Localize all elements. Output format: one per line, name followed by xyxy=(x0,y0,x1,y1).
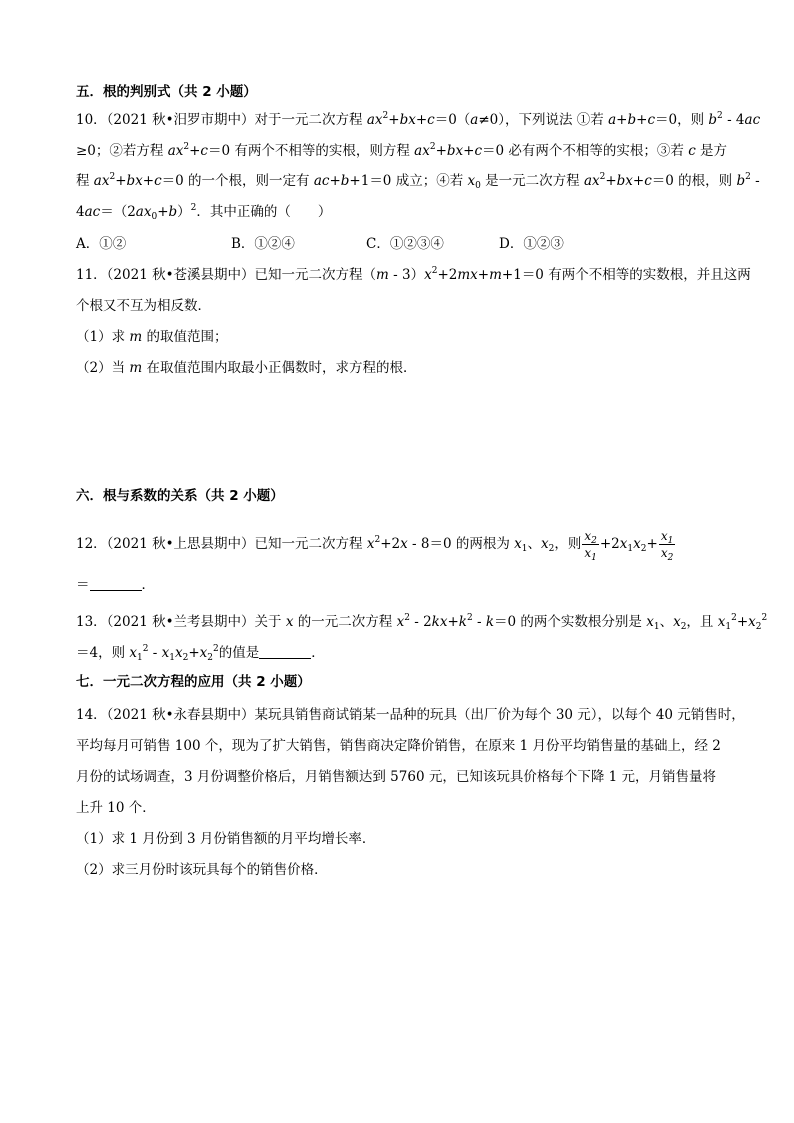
question-14-part-2: （2）求三月份时该玩具每个的销售价格． xyxy=(76,862,328,878)
question-14-line-4: 上升 10 个． xyxy=(76,800,156,816)
option-b[interactable]: B．①②④ xyxy=(231,236,295,252)
section-heading-6: 六．根与系数的关系（共 2 小题） xyxy=(76,488,284,504)
question-10-options xyxy=(76,234,722,254)
question-10-line-1: 10．（2021 秋•汨罗市期中）对于一元二次方程 $ax^2+bx+c=0(a\ne 0)$，下列说法 ①若 a+b+c＝0，则 $b^2 - 4ac$ xyxy=(76,111,761,128)
answer-blank-13[interactable] xyxy=(259,644,311,659)
question-10-line-2: ≥0；②若方程 $ax^2+c=0$ 有两个不相等的实根，则方程 $ax^2+bx+c=0$ 必有两个不相等的实根；③若 c 是方 xyxy=(76,142,728,159)
question-11-line-2: 个根又不互为相反数． xyxy=(76,298,211,314)
question-12-line-2: ＝ ． xyxy=(76,577,155,593)
question-11-part-2: （2）当 m 在取值范围内取最小正偶数时，求方程的根． xyxy=(76,360,417,376)
fraction-x2-over-x1: $\frac{x_2}{x_1}$ xyxy=(584,529,597,563)
question-10-line-4: $4ac=(2ax_0+b)^2$．其中正确的（ ） xyxy=(76,203,332,222)
question-11-part-1: （1）求 m 的取值范围； xyxy=(76,329,228,345)
question-14-part-1: （1）求 1 月份到 3 月份销售额的月平均增长率． xyxy=(76,831,376,847)
question-14-line-3: 月份的试场调查，3 月份调整价格后，月销售额达到 5760 元，已知该玩具价格每个下降 1 元，月销售量将 xyxy=(76,769,716,785)
section-heading-5: 五．根的判别式（共 2 小题） xyxy=(76,84,257,100)
question-12-line-1: 12．（2021 秋•上思县期中）已知一元二次方程 $x^2+2x - 8=0$ 的两根为 $x_1$、$x_2$，则 $\frac{x_2}{x_1}$ $+2x_1x_2+$ $\frac{x_1}{x_2}$ xyxy=(76,529,674,563)
option-c[interactable]: C．①②③④ xyxy=(366,236,444,252)
question-14-line-1: 14．（2021 秋•永春县期中）某玩具销售商试销某一品种的玩具（出厂价为每个 30 元），以每个 40 元销售时， xyxy=(76,707,745,723)
question-13-line-1: 13．（2021 秋•兰考县期中）关于 x 的一元二次方程 $x^2 - 2kx+k^2 - k=0$ 的两个实数根分别是 $x_1$、$x_2$，且 $x_1^2+x_2^2$ xyxy=(76,613,768,632)
option-a[interactable]: A．①② xyxy=(76,236,127,252)
answer-blank-12[interactable] xyxy=(90,576,142,591)
fraction-x1-over-x2: $\frac{x_1}{x_2}$ xyxy=(660,529,674,563)
question-13-line-2: ＝4，则 $x_1^2 - x_1x_2+x_2^2$的值是 ． xyxy=(76,644,325,663)
question-10-line-3: 程 $ax^2+bx+c=0$ 的一个根，则一定有 ac+b+1＝0 成立；④若 $x_0$ 是一元二次方程 $ax^2+bx+c=0$ 的根，则 $b^2$ - xyxy=(76,172,760,191)
section-heading-7: 七．一元二次方程的应用（共 2 小题） xyxy=(76,674,311,690)
question-14-line-2: 平均每月可销售 100 个，现为了扩大销售，销售商决定降价销售，在原来 1 月份平均销售量的基础上，经 2 xyxy=(76,738,721,754)
option-d[interactable]: D．①②③ xyxy=(499,236,564,252)
question-11-line-1: 11．（2021 秋•苍溪县期中）已知一元二次方程$(m - 3)x^2+2mx+m+1=0$ 有两个不相等的实数根，并且这两 xyxy=(76,266,751,283)
